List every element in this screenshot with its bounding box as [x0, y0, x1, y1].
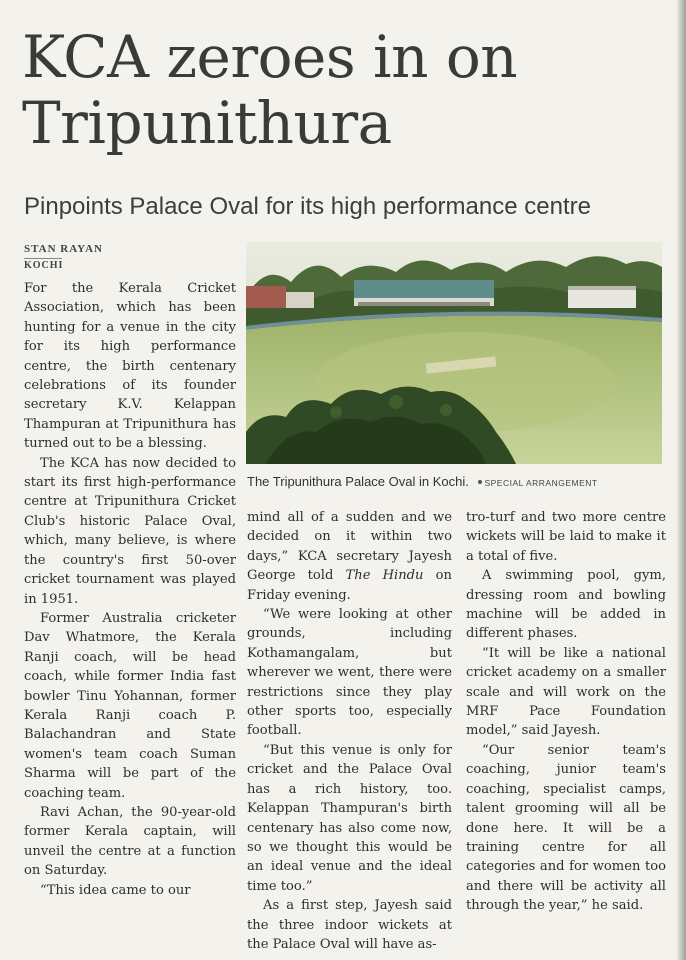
- paragraph-part: mind all of a sudden and we decided on it within two days,” KCA secretary Jayesh George told: [247, 510, 452, 584]
- paragraph: “Our senior team's coaching, junior team's coaching, specialist camps, talent grooming will all be done here. It will be a training centre for all categories and for women too and there will be activity all through the year,” he said.: [466, 742, 666, 914]
- paragraph: Former Australia cricketer Dav Whatmore, the Kerala Ranji coach, will be head coach, while former India fast bowler Tinu Yohannan, former Kerala Ranji coach P. Balachandran and State women's team coach Suman Sharma will be part of the coaching team.: [24, 610, 236, 801]
- subheadline: Pinpoints Palace Oval for its high performance centre: [24, 193, 591, 220]
- cricket-ground-photo: [246, 242, 662, 464]
- photo-illustration: [246, 242, 662, 464]
- scan-edge-shadow: [676, 0, 686, 960]
- paragraph: For the Kerala Cricket Association, which has been hunting for a venue in the city for its high performance centre, the birth centenary celebrations of its founder secretary K.V. Kelappan Thampuran at Tripunithura has turned out to be a blessing.: [24, 281, 236, 452]
- paragraph: A swimming pool, gym, dressing room and bowling machine will be added in different phases.: [466, 568, 666, 642]
- paragraph: “This idea came to our: [40, 882, 191, 898]
- paragraph-part: on Friday evening.: [247, 568, 452, 603]
- paragraph: [247, 508, 452, 605]
- byline-rule: [24, 258, 62, 259]
- bullet-icon: [478, 480, 482, 484]
- paragraph: “We were looking at other grounds, including Kothamangalam, but wherever we went, there were restrictions since they play other sports too, especially football.: [247, 607, 452, 739]
- credit-text: SPECIAL ARRANGEMENT: [484, 478, 598, 488]
- article-column-3: [466, 508, 666, 916]
- dateline: KOCHI: [24, 260, 64, 271]
- paragraph: The KCA has now decided to start its first high-performance centre at Tripunithura Cricket Club's historic Palace Oval, which, many believe, is where the country's first 50-over cricket tournament was played in 1951.: [24, 455, 236, 607]
- photo-credit: [478, 478, 597, 488]
- paragraph: “But this venue is only for cricket and the Palace Oval has a rich history, too. Kelappan Thampuran's birth centenary has also come now, so we thought this would be an ideal venue and the ideal time too.”: [247, 742, 452, 894]
- publication-name: The Hindu: [345, 568, 424, 584]
- paragraph: tro-turf and two more centre wickets will be laid to make it a total of five.: [466, 510, 666, 564]
- article-column-2: [247, 508, 452, 954]
- paragraph: “It will be like a national cricket academy on a smaller scale and will work on the MRF Pace Foundation model,” said Jayesh.: [466, 645, 666, 739]
- headline: KCA zeroes in on Tripunithura: [22, 23, 518, 157]
- caption-text: The Tripunithura Palace Oval in Kochi.: [247, 474, 469, 489]
- byline: STAN RAYAN: [24, 243, 103, 255]
- paragraph: Ravi Achan, the 90-year-old former Kerala captain, will unveil the centre at a function on Saturday.: [24, 804, 236, 879]
- article-column-1: [24, 279, 236, 900]
- paragraph: As a first step, Jayesh said the three indoor wickets at the Palace Oval will have as-: [247, 898, 452, 952]
- photo-caption: [247, 474, 667, 489]
